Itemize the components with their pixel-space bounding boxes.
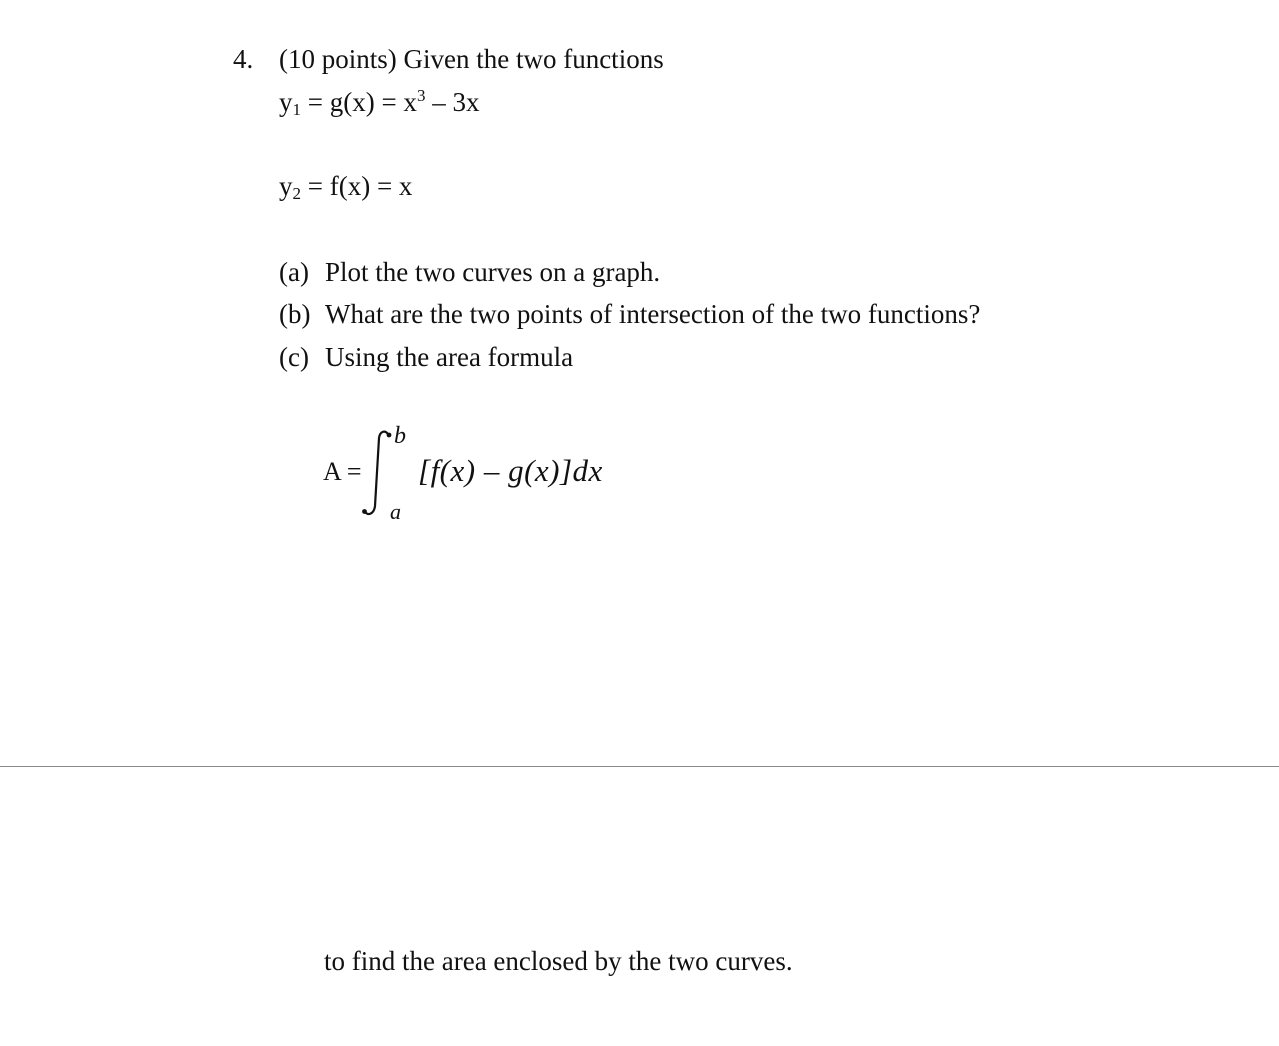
integrand: [f(x) – g(x)]dx (418, 453, 603, 488)
formula-lhs: A = (323, 457, 362, 486)
part-b-label: (b) (279, 299, 311, 329)
equation-y1 (279, 86, 479, 118)
question-title: (10 points) Given the two functions (279, 44, 664, 74)
eq2-y: y (279, 171, 293, 201)
eq2-subscript: 2 (292, 184, 301, 203)
question-number: 4. (233, 44, 254, 74)
closing-text: to find the area enclosed by the two curves. (324, 946, 793, 976)
part-a-label: (a) (279, 257, 309, 287)
page-divider (0, 766, 1279, 767)
eq1-middle: = g(x) = x (301, 87, 417, 117)
equation-y2 (279, 170, 412, 202)
eq1-exponent: 3 (416, 86, 426, 105)
eq1-y: y (279, 87, 293, 117)
part-c-label: (c) (279, 342, 309, 372)
integral-upper-limit: b (394, 423, 406, 449)
eq2-rest: = f(x) = x (301, 171, 413, 201)
part-b-text: What are the two points of intersection of the two functions? (325, 299, 981, 329)
eq1-tail: – 3x (425, 87, 480, 117)
integral-lower-limit: a (390, 499, 401, 524)
part-c-text: Using the area formula (325, 342, 574, 372)
eq1-subscript: 1 (292, 100, 301, 119)
part-a-text: Plot the two curves on a graph. (325, 257, 661, 287)
